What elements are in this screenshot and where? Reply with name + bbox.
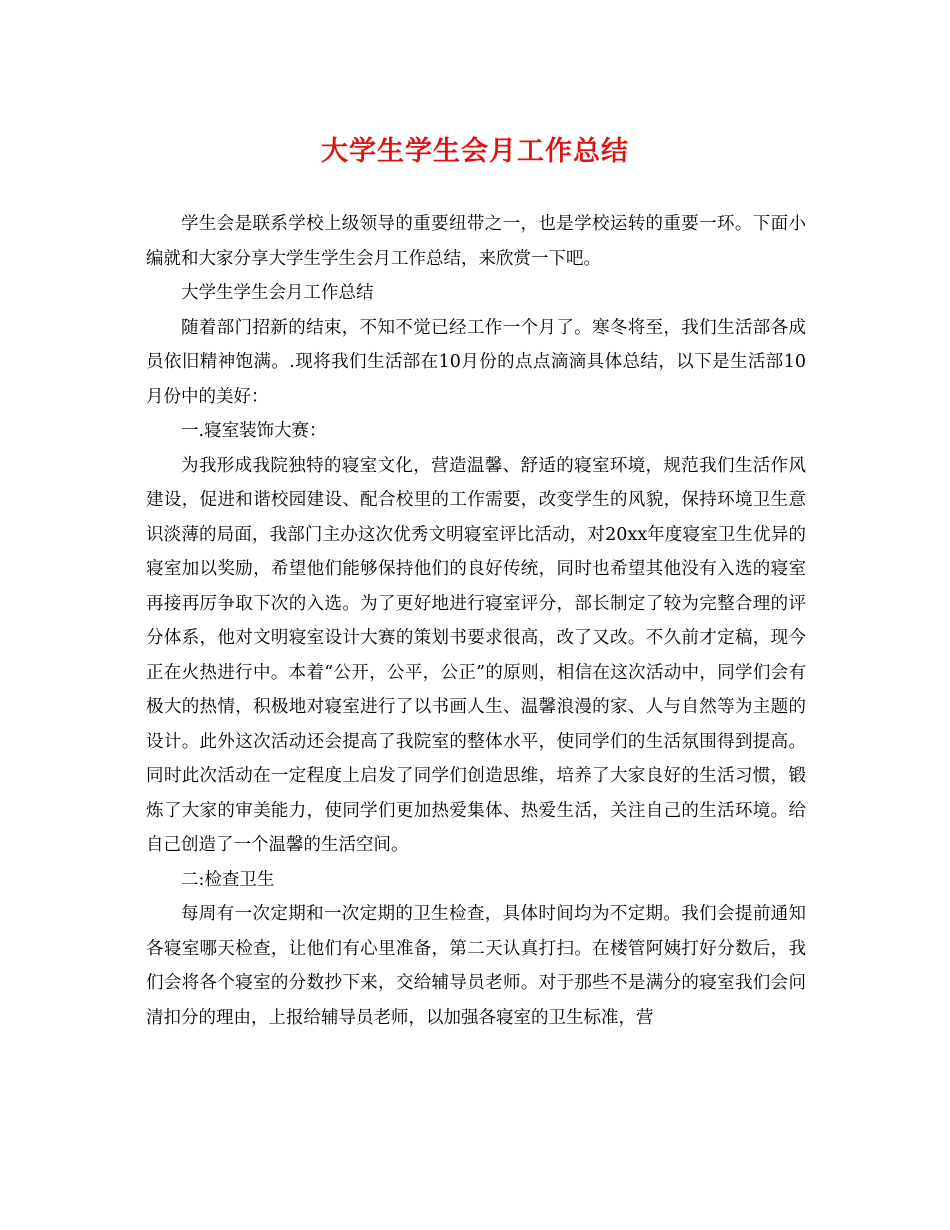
section-heading-hygiene-check: 二:检查卫生 <box>181 869 275 890</box>
subtitle-paragraph: 大学生学生会月工作总结 <box>181 283 374 303</box>
hygiene-check-paragraph: 每周有一次定期和一次定期的卫生检查，具体时间均为不定期。我们会提前通知各寝室哪天检查，让他们有心里准备，第二天认真打扫。在楼管阿姨打好分数后，我们会将各个寝室的分数抄下来，交给辅导员老师。对于那些不是满分的寝室我们会问清扣分的理由，上报给辅导员老师，以加强各寝室的卫生标准，营 <box>146 904 806 1028</box>
intro-paragraph: 学生会是联系学校上级领导的重要纽带之一，也是学校运转的重要一环。下面小编就和大家分享大学生学生会月工作总结，来欣赏一下吧。 <box>146 214 806 269</box>
dorm-decoration-paragraph: 为我形成我院独特的寝室文化，营造温馨、舒适的寝室环境，规范我们生活作风建设，促进和谐校园建设、配合校里的工作需要，改变学生的风貌，保持环境卫生意识淡薄的局面，我部门主办这次优秀文明寝室评比活动，对20xx年度寝室卫生优异的寝室加以奖励，希望他们能够保持他们的良好传统，同时也希望其他没有入选的寝室再接再厉争取下次的入选。为了更好地进行寝室评分，部长制定了较为完整合理的评分体系，他对文明寝室设计大赛的策划书要求很高，改了又改。不久前才定稿，现今正在火热进行中。本着“公开，公平，公正”的原则，相信在这次活动中，同学们会有极大的热情，积极地对寝室进行了以书画人生、温馨浪漫的家、人与自然等为主题的设计。此外这次活动还会提高了我院室的整体水平，使同学们的生活氛围得到提高。同时此次活动在一定程度上启发了同学们创造思维，培养了大家良好的生活习惯，锻炼了大家的审美能力，使同学们更加热爱集体、热爱生活，关注自己的生活环境。给自己创造了一个温馨的生活空间。 <box>146 455 806 855</box>
section-heading-dorm-decoration: 一.寝室装饰大赛： <box>181 421 327 441</box>
opening-paragraph: 随着部门招新的结束，不知不觉已经工作一个月了。寒冬将至，我们生活部各成员依旧精神饱满。.现将我们生活部在10月份的点点滴滴具体总结，以下是生活部10月份中的美好： <box>146 317 806 407</box>
document-body <box>146 207 806 1035</box>
document-title: 大学生学生会月工作总结 <box>321 136 629 167</box>
